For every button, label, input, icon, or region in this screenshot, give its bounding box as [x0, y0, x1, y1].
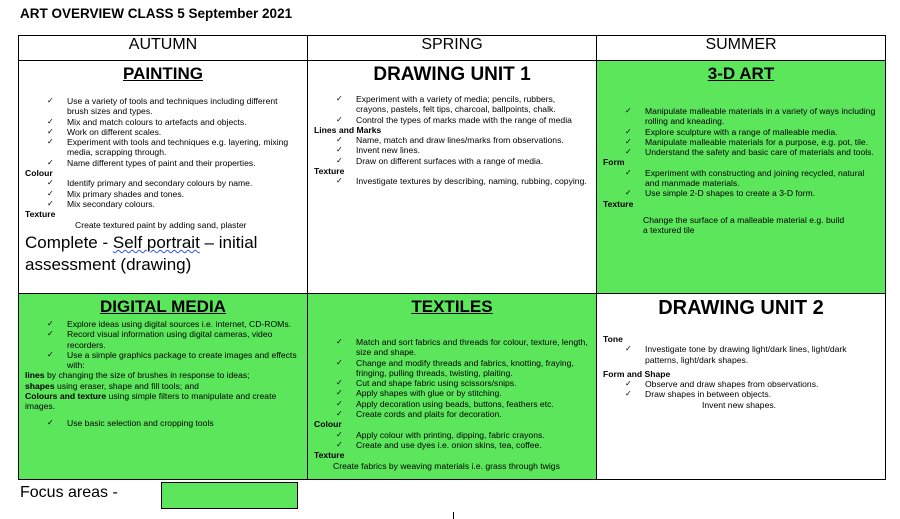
season-autumn: AUTUMN	[19, 36, 308, 61]
textiles-list	[308, 337, 596, 419]
list-item: ✓ Observe and draw shapes from observations.	[645, 379, 879, 389]
drawing2-tone-list	[597, 344, 885, 365]
textiles-colour-list	[308, 430, 596, 451]
list-item: ✓ Match and sort fabrics and threads for colour, texture, length, size and shape.	[356, 337, 590, 358]
textiles-texture-text: Create fabrics by weaving materials i.e. grass through twigs	[333, 460, 560, 471]
list-item: ✓ Apply decoration using beads, buttons, feathers etc.	[356, 399, 590, 409]
textiles-heading: TEXTILES	[411, 297, 493, 316]
painting-colour-label: Colour	[25, 168, 53, 179]
list-item: ✓ Apply shapes with glue or by stitching.	[356, 388, 590, 398]
list-item: ✓ Manipulate malleable materials in a variety of ways including rolling and kneading.	[645, 106, 879, 127]
term-row-1	[19, 61, 886, 294]
focus-areas-label: Focus areas -	[20, 484, 118, 501]
list-item: ✓ Experiment with tools and techniques e.g. layering, mixing media, scrapping through.	[67, 137, 301, 158]
digital-last-list	[19, 418, 307, 428]
text-cursor	[453, 512, 454, 519]
drawing2-tone-label: Tone	[603, 334, 623, 344]
art3d-form-label: Form	[603, 157, 625, 168]
list-item: ✓ Mix primary shades and tones.	[67, 189, 301, 199]
season-header-row	[19, 36, 886, 61]
painting-complete-note	[25, 232, 307, 276]
digital-colour-line	[25, 391, 301, 412]
list-item: ✓ Use a variety of tools and techniques including different brush sizes and types.	[67, 96, 301, 117]
season-summer: SUMMER	[597, 36, 886, 61]
focus-areas-swatch	[161, 482, 298, 509]
list-item: ✓ Mix secondary colours.	[67, 199, 301, 209]
note-highlight: Self portrait	[112, 232, 200, 252]
list-item: ✓ Name, match and draw lines/marks from observations.	[356, 135, 590, 145]
list-item: ✓ Understand the safety and basic care of materials and tools.	[645, 147, 879, 157]
art3d-form-list	[597, 168, 885, 199]
drawing-unit-1-cell	[308, 61, 597, 294]
drawing-unit-2-cell	[597, 294, 886, 480]
digital-shapes-text: using eraser, shape and fill tools; and	[54, 380, 199, 391]
drawing1-texture-label: Texture	[314, 166, 345, 177]
drawing-unit-2-heading: DRAWING UNIT 2	[658, 297, 824, 319]
textiles-colour-label: Colour	[314, 419, 342, 430]
list-item: ✓ Mix and match colours to artefacts and objects.	[67, 117, 301, 127]
list-item: ✓ Record visual information using digital cameras, video recorders.	[67, 329, 301, 350]
drawing1-lines-label: Lines and Marks	[314, 124, 382, 135]
painting-texture-label: Texture	[25, 209, 56, 220]
drawing2-form-label: Form and Shape	[603, 368, 671, 379]
list-item: ✓ Experiment with a variety of media; pencils, rubbers, crayons, pastels, felt tips, charcoal, ballpoints, chalk.	[356, 94, 590, 115]
list-item: ✓ Investigate tone by drawing light/dark lines, light/dark patterns, light/dark shapes.	[645, 344, 879, 365]
list-item: ✓ Apply colour with printing, dipping, fabric crayons.	[356, 430, 590, 440]
list-item: ✓ Use simple 2-D shapes to create a 3-D form.	[645, 188, 879, 198]
list-item: ✓ Work on different scales.	[67, 127, 301, 137]
digital-list	[19, 319, 307, 370]
digital-lines-bold: lines	[25, 370, 45, 381]
painting-list	[19, 96, 307, 168]
list-item: ✓ Explore ideas using digital sources i.e. internet, CD-ROMs.	[67, 319, 301, 329]
digital-lines-line	[25, 370, 301, 380]
art3d-texture-label: Texture	[603, 198, 634, 209]
art-3d-cell	[597, 61, 886, 294]
list-item: ✓ Draw on different surfaces with a range of media.	[356, 156, 590, 166]
digital-shapes-bold: shapes	[25, 380, 55, 391]
list-item: ✓ Create cords and plaits for decoration.	[356, 409, 590, 419]
list-item: ✓ Control the types of marks made with the range of media	[356, 115, 590, 125]
painting-colour-list	[19, 178, 307, 209]
note-prefix: Complete -	[25, 232, 113, 252]
document-title: ART OVERVIEW CLASS 5 September 2021	[20, 6, 293, 21]
list-item: ✓ Name different types of paint and their properties.	[67, 158, 301, 168]
drawing1-texture-list	[308, 176, 596, 186]
art3d-texture-text: Change the surface of a malleable material e.g. build a textured tile	[643, 214, 845, 236]
drawing-unit-1-heading: DRAWING UNIT 1	[373, 64, 531, 85]
painting-texture-text: Create textured paint by adding sand, plaster	[75, 219, 247, 230]
digital-lines-text: by changing the size of brushes in response to ideas;	[44, 370, 250, 381]
drawing2-form-extra: Invent new shapes.	[702, 399, 777, 410]
digital-media-cell	[19, 294, 308, 480]
list-item: ✓ Use basic selection and cropping tools	[67, 418, 301, 428]
digital-colour-text: using simple filters to manipulate and create images.	[25, 391, 277, 412]
list-item: ✓ Identify primary and secondary colours by name.	[67, 178, 301, 188]
term-row-2	[19, 294, 886, 480]
note-suffix: – initial assessment (drawing)	[25, 232, 258, 274]
painting-cell	[19, 61, 308, 294]
textiles-texture-label: Texture	[314, 450, 345, 461]
list-item: ✓ Manipulate malleable materials for a purpose, e.g. pot, tile.	[645, 137, 879, 147]
textiles-cell	[308, 294, 597, 480]
list-item: ✓ Investigate textures by describing, naming, rubbing, copying.	[356, 176, 590, 186]
digital-shapes-line	[25, 381, 301, 391]
list-item: ✓ Change and modify threads and fabrics, knotting, fraying, fringing, pulling threads, twisting, plaiting.	[356, 358, 590, 379]
digital-media-heading: DIGITAL MEDIA	[100, 297, 226, 316]
season-spring: SPRING	[308, 36, 597, 61]
digital-colour-bold: Colours and texture	[25, 391, 107, 402]
drawing2-form-list	[597, 379, 885, 400]
list-item: ✓ Explore sculpture with a range of malleable media.	[645, 127, 879, 137]
drawing1-list	[308, 94, 596, 125]
drawing1-lines-list	[308, 135, 596, 166]
list-item: ✓ Invent new lines.	[356, 145, 590, 155]
overview-table	[18, 35, 886, 480]
list-item: ✓ Create and use dyes i.e. onion skins, tea, coffee.	[356, 440, 590, 450]
list-item: ✓ Experiment with constructing and joining recycled, natural and manmade materials.	[645, 168, 879, 189]
art3d-list	[597, 106, 885, 157]
list-item: ✓ Draw shapes in between objects.	[645, 389, 879, 399]
painting-heading: PAINTING	[123, 64, 203, 83]
list-item: ✓ Cut and shape fabric using scissors/snips.	[356, 378, 590, 388]
art-3d-heading: 3-D ART	[707, 64, 775, 83]
list-item: ✓ Use a simple graphics package to create images and effects with:	[67, 350, 301, 371]
